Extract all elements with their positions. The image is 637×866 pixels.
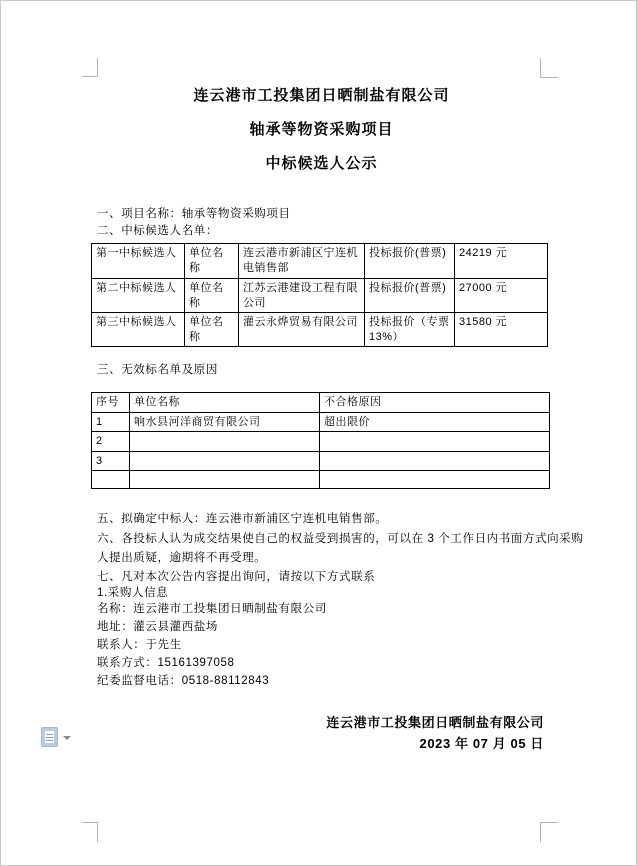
unit-cell [130,432,320,452]
doc-title-line-1: 连云港市工投集团日晒制盐有限公司 [193,87,450,104]
section-7-inquiry: 七、凡对本次公告内容提出询问，请按以下方式联系 [97,571,376,583]
section-5-winner: 五、拟确定中标人：连云港市新浦区宁连机电销售部。 [97,513,388,525]
margin-crop-mark-bottom-left [82,822,98,842]
candidate-row-3 [92,313,548,347]
reason-cell: 超出限价 [320,412,550,432]
candidate-rank-cell: 第三中标候选人 [92,313,185,347]
section-1-project-name: 一、项目名称：轴承等物资采购项目 [97,208,291,220]
invalid-row-3 [92,451,550,471]
buyer-info-heading: 1.采购人信息 [97,587,169,599]
price-value-cell: 27000 元 [455,279,548,313]
invalid-row-4 [92,471,550,489]
col-header-reason: 不合格原因 [320,393,550,413]
price-label-cell: 投标报价（专票 13%） [365,313,455,347]
margin-crop-mark-top-right [540,58,558,78]
price-value-cell: 31580 元 [455,313,548,347]
buyer-address-line: 地址：灌云县灌西盐场 [97,621,218,633]
unit-cell: 响水县河洋商贸有限公司 [130,412,320,432]
reason-cell [320,471,550,489]
price-value-cell: 24219 元 [455,244,548,279]
paste-options-button[interactable] [41,727,71,749]
price-label-cell: 投标报价(普票) [365,279,455,313]
unit-label-cell: 单位名称 [185,244,239,279]
price-label-cell: 投标报价(普票) [365,244,455,279]
invalid-table-header-row [92,393,550,413]
unit-label-cell: 单位名称 [185,313,239,347]
candidate-rank-cell: 第二中标候选人 [92,279,185,313]
chevron-down-icon [63,736,71,740]
margin-crop-mark-top-left [82,58,98,77]
doc-title-line-2: 轴承等物资采购项目 [249,121,394,138]
candidate-rank-cell: 第一中标候选人 [92,244,185,279]
unit-cell [130,471,320,489]
clipboard-paste-icon [41,727,58,747]
serial-cell: 1 [92,412,130,432]
unit-cell [130,451,320,471]
serial-cell [92,471,130,489]
contact-phone-line: 联系方式：15161397058 [97,657,235,669]
section-6-objection-line-2: 人提出质疑，逾期将不再受理。 [97,552,267,564]
invalid-bids-table [91,392,550,489]
col-header-unit: 单位名称 [130,393,320,413]
signature-date: 2023 年 07 月 05 日 [419,736,544,751]
invalid-row-2 [92,432,550,452]
supervision-phone-line: 纪委监督电话：0518-88112843 [97,675,270,687]
doc-title-line-3: 中标候选人公示 [265,155,378,172]
section-2-candidates-heading: 二、中标候选人名单： [97,225,218,237]
section-3-invalid-heading: 三、无效标名单及原因 [97,364,218,376]
buyer-name-line: 名称：连云港市工投集团日晒制盐有限公司 [97,603,327,615]
candidates-table [91,243,548,347]
col-header-serial: 序号 [92,393,130,413]
candidate-row-2 [92,279,548,313]
unit-name-cell: 江苏云港建设工程有限公司 [239,279,365,313]
serial-cell: 2 [92,432,130,452]
reason-cell [320,451,550,471]
candidate-row-1 [92,244,548,279]
serial-cell: 3 [92,451,130,471]
invalid-row-1 [92,412,550,432]
unit-name-cell: 连云港市新浦区宁连机电销售部 [239,244,365,279]
reason-cell [320,432,550,452]
unit-label-cell: 单位名称 [185,279,239,313]
unit-name-cell: 灌云永烨贸易有限公司 [239,313,365,347]
contact-person-line: 联系人：于先生 [97,639,182,651]
signature-company: 连云港市工投集团日晒制盐有限公司 [326,715,544,730]
margin-crop-mark-bottom-right [540,822,558,842]
section-6-objection-line-1: 六、各投标人认为成交结果使自己的权益受到损害的，可以在 3 个工作日内书面方式向采购 [97,533,584,545]
